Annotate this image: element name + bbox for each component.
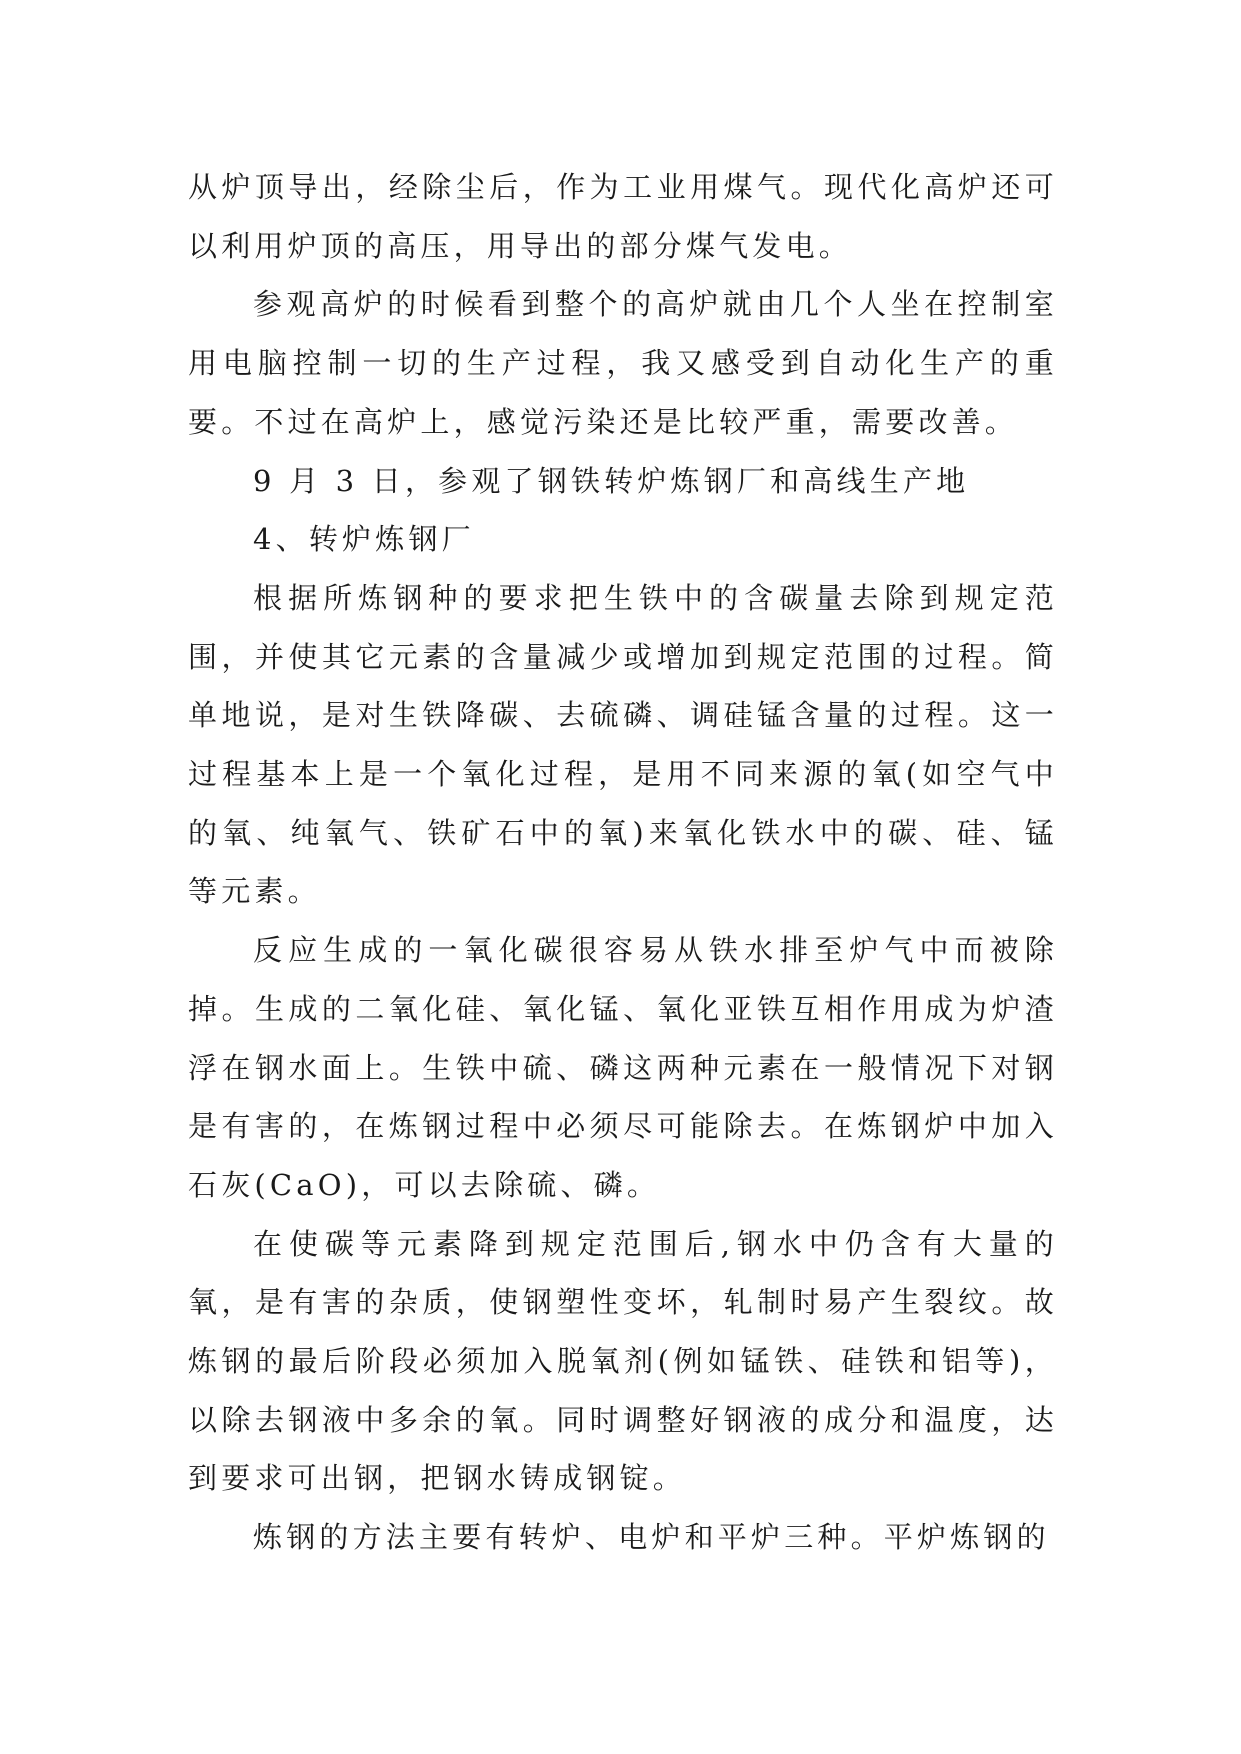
paragraph-steelmaking-methods: 炼钢的方法主要有转炉、电炉和平炉三种。平炉炼钢的	[253, 1520, 1050, 1555]
paragraph-steelmaking-definition: 根据所炼钢种的要求把生铁中的含碳量去除到规定范围，并使其它元素的含量减少或增加到规定范围的过程。简单地说，是对生铁降碳、去硫磷、调硅锰含量的过程。这一过程基本上是一个氧化过程，是用不同来源的氧(如空气中的氧、纯氧气、铁矿石中的氧)来氧化铁水中的碳、硅、锰等元素。	[188, 580, 1058, 909]
document-body	[188, 158, 1058, 1567]
paragraph-visit-date: 9 月 3 日，参观了钢铁转炉炼钢厂和高线生产地	[253, 463, 970, 498]
paragraph-deoxidation: 在使碳等元素降到规定范围后,钢水中仍含有大量的氧，是有害的杂质，使钢塑性变坏，轧制时易产生裂纹。故炼钢的最后阶段必须加入脱氧剂(例如锰铁、硅铁和铝等)，以除去钢液中多余的氧。同时调整好钢液的成分和温度，达到要求可出钢，把钢水铸成钢锭。	[188, 1226, 1058, 1496]
paragraph-reaction-products: 反应生成的一氧化碳很容易从铁水排至炉气中而被除掉。生成的二氧化硅、氧化锰、氧化亚铁互相作用成为炉渣浮在钢水面上。生铁中硫、磷这两种元素在一般情况下对钢是有害的，在炼钢过程中必须尽可能除去。在炼钢炉中加入石灰(CaO)，可以去除硫、磷。	[188, 933, 1058, 1202]
paragraph-blast-furnace-gas: 从炉顶导出，经除尘后，作为工业用煤气。现代化高炉还可以利用炉顶的高压，用导出的部分煤气发电。	[188, 170, 1058, 263]
paragraph-control-room: 参观高炉的时候看到整个的高炉就由几个人坐在控制室用电脑控制一切的生产过程，我又感受到自动化生产的重要。不过在高炉上，感觉污染还是比较严重，需要改善。	[188, 287, 1058, 439]
section-heading-converter-plant: 4、转炉炼钢厂	[253, 522, 475, 557]
